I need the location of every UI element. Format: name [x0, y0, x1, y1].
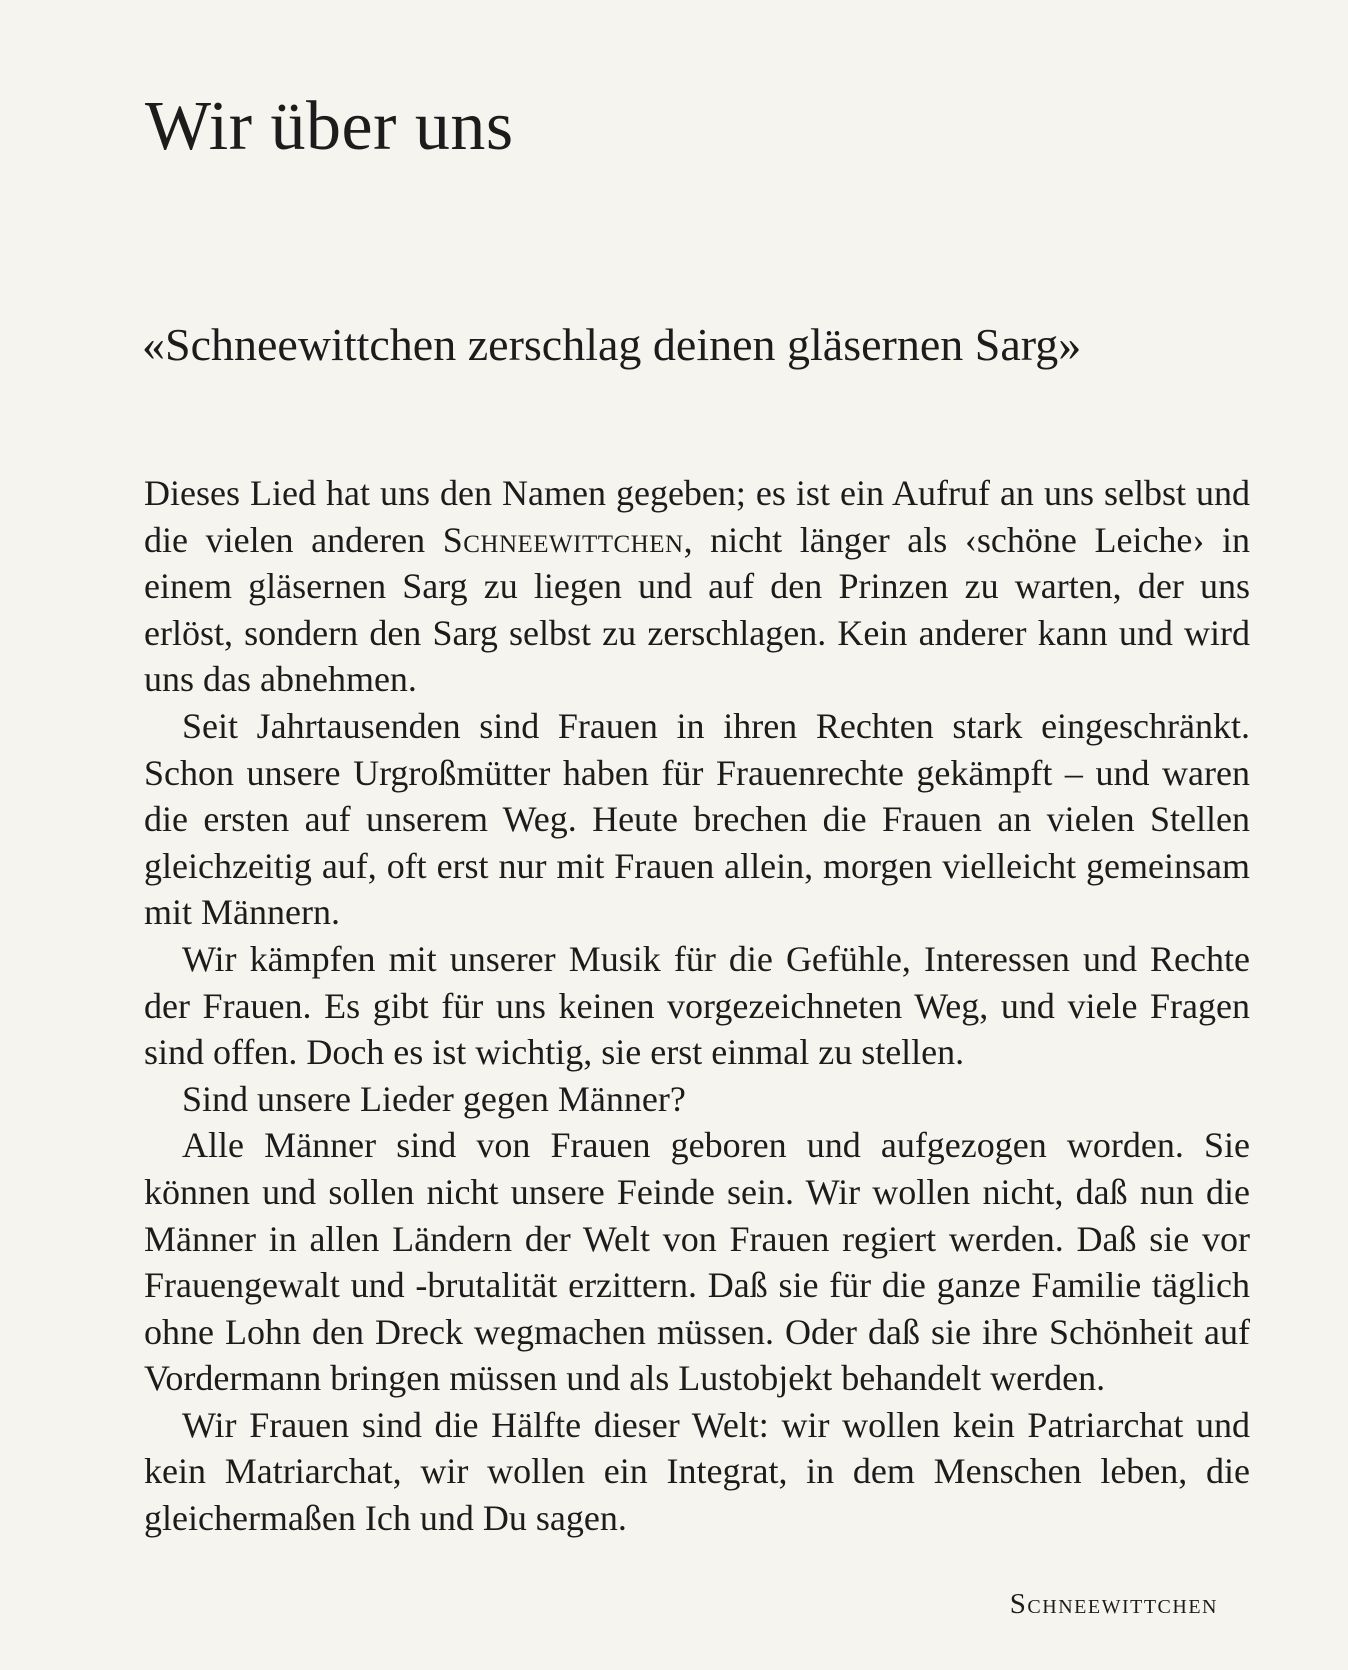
body-text	[144, 470, 1250, 1542]
paragraph-2: Seit Jahrtausenden sind Frauen in ihren Rechten stark eingeschränkt. Schon unsere Urgroßmütter haben für Frauenrechte gekämpft – und waren die ersten auf unserem Weg. Heute brechen die Frauen an vielen Stellen gleichzeitig auf, oft erst nur mit Frauen allein, morgen vielleicht gemeinsam mit Männern.	[144, 705, 1250, 933]
subtitle: «Schneewittchen zerschlag deinen gläsernen Sarg»	[142, 319, 1082, 370]
signature: Schneewittchen	[1009, 1588, 1218, 1620]
paragraph-3: Wir kämpfen mit unserer Musik für die Gefühle, Interessen und Rechte der Frauen. Es gibt für uns keinen vorgezeichneten Weg, und viele Fragen sind offen. Doch es ist wichtig, sie erst einmal zu stellen.	[144, 938, 1250, 1073]
paragraph-1-part-1: Dieses Lied hat uns den Namen gegeben; es ist ein Aufruf an uns selbst und die vielen anderen	[144, 473, 1250, 560]
band-name-inline: Schneewittchen	[442, 519, 684, 560]
page-title: Wir über uns	[145, 88, 514, 165]
paragraph-4: Sind unsere Lieder gegen Männer?	[182, 1078, 686, 1119]
paragraph-1	[144, 470, 1250, 703]
paragraph-6: Wir Frauen sind die Hälfte dieser Welt: wir wollen kein Patriarchat und kein Matriarchat, wir wollen ein Integrat, in dem Menschen leben, die gleichermaßen Ich und Du sagen.	[144, 1404, 1250, 1539]
paragraph-1-part-2: , nicht länger als ‹schöne Leiche› in einem gläsernen Sarg zu liegen und auf den Prinzen zu warten, der uns erlöst, sondern den Sarg selbst zu zerschlagen. Kein anderer kann und wird uns das abnehmen.	[144, 519, 1250, 700]
paragraph-5: Alle Männer sind von Frauen geboren und aufgezogen worden. Sie können und sollen nicht unsere Feinde sein. Wir wollen nicht, daß nun die Männer in allen Ländern der Welt von Frauen regiert werden. Daß sie vor Frauengewalt und -brutalität erzittern. Daß sie für die ganze Familie täglich ohne Lohn den Dreck wegmachen müssen. Oder daß sie ihre Schönheit auf Vordermann bringen müssen und als Lustobjekt behandelt werden.	[144, 1125, 1250, 1399]
